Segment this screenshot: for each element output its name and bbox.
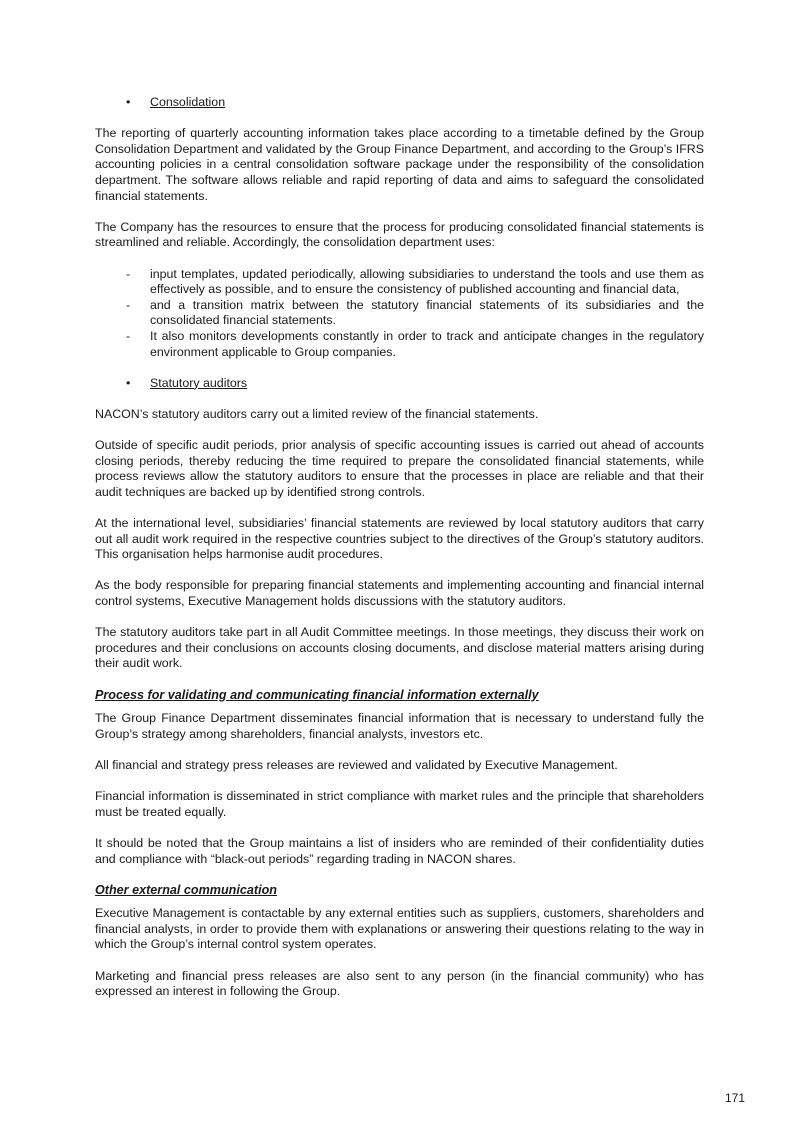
validation-section-heading: Process for validating and communicating financial information externally bbox=[95, 687, 539, 702]
auditors-heading: Statutory auditors bbox=[150, 375, 248, 390]
validation-paragraph-4: It should be noted that the Group maintains a list of insiders who are reminded of their confidentiality duties and compliance with “black-out periods” regarding trading in NACON shares. bbox=[95, 835, 704, 866]
consolidation-tools-list bbox=[95, 267, 704, 361]
validation-paragraph-3: Financial information is disseminated in strict compliance with market rules and the principle that shareholders must be treated equally. bbox=[95, 789, 704, 819]
list-item-text: and a transition matrix between the statutory financial statements of its subsidiaries and the consolidated financial statements. bbox=[150, 297, 704, 328]
auditors-paragraph-4: As the body responsible for preparing financial statements and implementing accounting and financial internal control systems, Executive Management holds discussions with the statutory auditors. bbox=[95, 578, 704, 608]
consolidation-paragraph-1: The reporting of quarterly accounting information takes place according to a timetable defined by the Group Consolidation Department and validated by the Group Finance Department, and according to the Group’s IFRS accounting policies in a central consolidation software package under the responsibility of the consolidation department. The software allows reliable and rapid reporting of data and aims to safeguard the consolidated financial statements. bbox=[95, 126, 704, 203]
validation-paragraph-2: All financial and strategy press releases are reviewed and validated by Executive Management. bbox=[95, 757, 618, 772]
bullet-icon: • bbox=[126, 375, 131, 390]
list-item bbox=[95, 267, 704, 298]
external-section-heading: Other external communication bbox=[95, 882, 277, 897]
validation-paragraph-1: The Group Finance Department disseminates financial information that is necessary to understand fully the Group’s strategy among shareholders, financial analysts, investors etc. bbox=[95, 711, 704, 741]
page-content bbox=[95, 95, 704, 1015]
dash-icon: - bbox=[126, 266, 131, 281]
list-item-text: input templates, updated periodically, allowing subsidiaries to understand the tools and use them as effectively as possible, and to ensure the consistency of published accounting and financial data, bbox=[150, 266, 704, 297]
bullet-icon: • bbox=[126, 95, 131, 109]
consolidation-heading: Consolidation bbox=[150, 95, 226, 109]
external-paragraph-2: Marketing and financial press releases are also sent to any person (in the financial community) who has expressed an interest in following the Group. bbox=[95, 968, 704, 999]
dash-icon: - bbox=[126, 328, 131, 343]
dash-icon: - bbox=[126, 297, 131, 312]
auditors-bullet-heading bbox=[95, 376, 704, 392]
page-number: 171 bbox=[724, 1091, 745, 1105]
auditors-paragraph-2: Outside of specific audit periods, prior analysis of specific accounting issues is carried out ahead of accounts closing periods, thereby reducing the time required to prepare the consolidated financial statements, while process reviews allow the statutory auditors to ensure that the processes in place are reliable and that their audit techniques are backed up by identified strong controls. bbox=[95, 438, 704, 499]
consolidation-paragraph-2: The Company has the resources to ensure that the process for producing consolidated financial statements is streamlined and reliable. Accordingly, the consolidation department uses: bbox=[95, 219, 704, 250]
auditors-paragraph-1: NACON’s statutory auditors carry out a limited review of the financial statements. bbox=[95, 406, 539, 421]
auditors-paragraph-5: The statutory auditors take part in all Audit Committee meetings. In those meetings, they discuss their work on procedures and their conclusions on accounts closing documents, and disclose material matters arising during their audit work. bbox=[95, 625, 704, 671]
external-paragraph-1: Executive Management is contactable by any external entities such as suppliers, customers, shareholders and financial analysts, in order to provide them with explanations or answering their questions relating to the way in which the Group’s internal control system operates. bbox=[95, 906, 704, 952]
consolidation-bullet-heading bbox=[95, 95, 704, 111]
list-item bbox=[95, 298, 704, 329]
auditors-paragraph-3: At the international level, subsidiaries’ financial statements are reviewed by local statutory auditors that carry out all audit work required in the respective countries subject to the directives of the Group’s statutory auditors. This organisation helps harmonise audit procedures. bbox=[95, 516, 704, 562]
list-item bbox=[95, 329, 704, 360]
list-item-text: It also monitors developments constantly in order to track and anticipate changes in the regulatory environment applicable to Group companies. bbox=[150, 328, 704, 359]
